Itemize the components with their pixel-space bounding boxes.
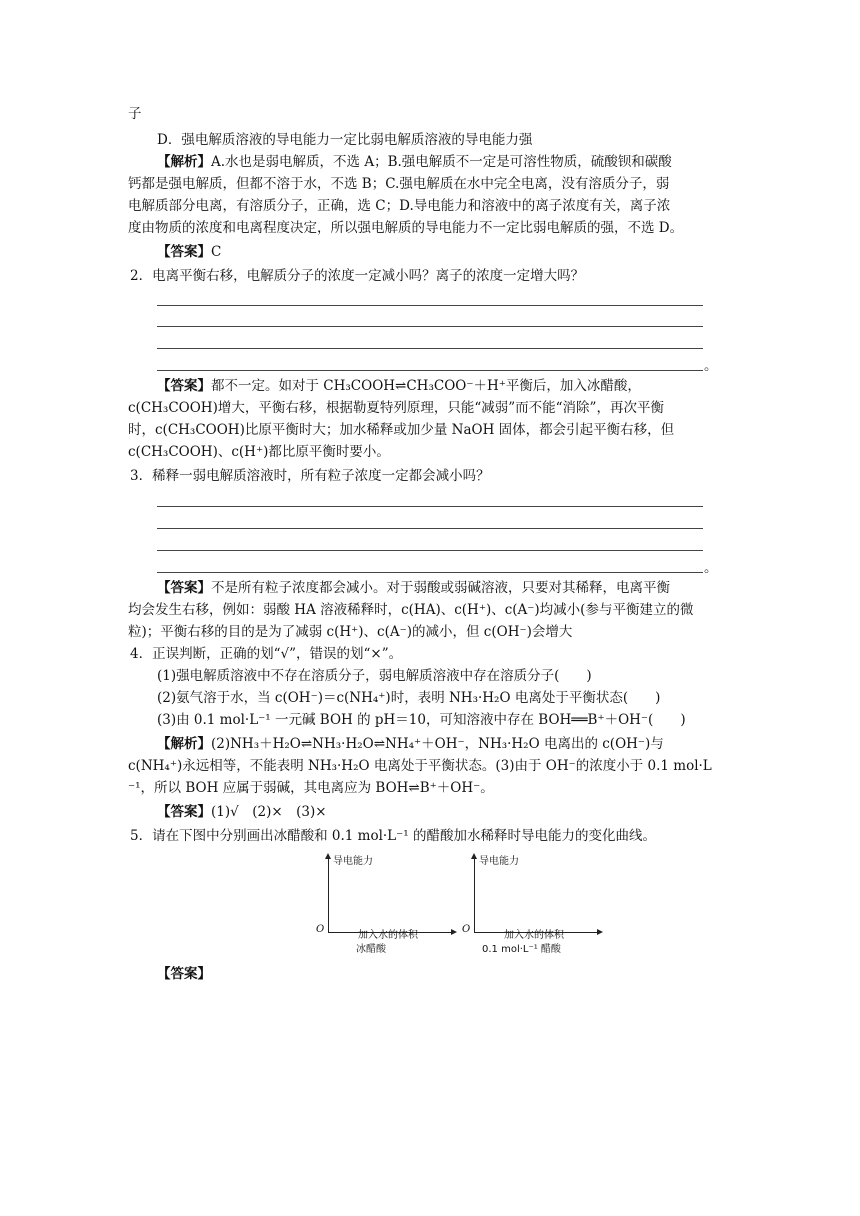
text-line: 子 — [128, 106, 142, 122]
arrow-up-icon — [325, 853, 331, 859]
answer-text: 都不一定。如对于 CH₃COOH⇌CH₃COO⁻＋H⁺平衡后，加入冰醋酸， — [211, 378, 641, 394]
answer-label: 【答案】 — [157, 804, 211, 820]
x-axis-label: 加入水的体积 — [504, 930, 564, 941]
figure-caption: 冰醋酸 — [356, 944, 386, 955]
question-2: 2．电离平衡右移，电解质分子的浓度一定减小吗？离子的浓度一定增大吗？ — [130, 268, 585, 284]
analysis-label: 【解析】 — [157, 154, 211, 170]
answer-text: 不是所有粒子浓度都会减小。对于弱酸或弱碱溶液，只要对其稀释，电离平衡 — [211, 580, 670, 596]
analysis-line: c(NH₄⁺)永远相等，不能表明 NH₃·H₂O 电离处于平衡状态。(3)由于 OH⁻的浓度小于 0.1 mol·L — [128, 758, 712, 774]
analysis-line: 钙都是强电解质，但都不溶于水，不选 B；C.强电解质在水中完全电离，没有溶质分子，弱 — [128, 176, 670, 192]
x-axis-label: 加入水的体积 — [358, 930, 418, 941]
answer-line: 粒)；平衡右移的目的是为了减弱 c(H⁺)、c(A⁻)的减小，但 c(OH⁻)会增大 — [128, 624, 573, 640]
judgement-item-1: (1)强电解质溶液中不存在溶质分子，弱电解质溶液中存在溶质分子( ) — [157, 668, 592, 684]
question-3: 3．稀释一弱电解质溶液时，所有粒子浓度一定都会减小吗？ — [130, 468, 490, 484]
analysis-label: 【解析】 — [157, 736, 211, 752]
answer-line: c(CH₃COOH)增大，平衡右移，根据勒夏特列原理，只能“减弱”而不能“消除”，再次平衡 — [128, 400, 664, 416]
figure-caption: 0.1 mol·L⁻¹ 醋酸 — [482, 944, 561, 955]
answer-blank-line[interactable] — [157, 528, 703, 529]
answer-line — [157, 802, 327, 822]
figure-dilute-acetic-acid — [446, 850, 616, 960]
answer-line — [157, 578, 670, 598]
question-4: 4．正误判断，正确的划“√”，错误的划“×”。 — [130, 646, 403, 662]
answer-label: 【答案】 — [157, 244, 211, 260]
judgement-item-2: (2)氨气溶于水，当 c(OH⁻)＝c(NH₄⁺)时，表明 NH₃·H₂O 电离处于平衡状态( ) — [157, 690, 661, 706]
option-d: D．强电解质溶液的导电能力一定比弱电解质溶液的导电能力强 — [157, 132, 533, 148]
analysis-text: A.水也是弱电解质，不选 A；B.强电解质不一定是可溶性物质，硫酸钡和碳酸 — [211, 154, 672, 170]
answer-blank-line[interactable] — [157, 550, 703, 551]
answer-line — [157, 242, 221, 262]
answer-label: 【答案】 — [157, 580, 211, 596]
answer-line: 时，c(CH₃COOH)比原平衡时大；加水稀释或加少量 NaOH 固体，都会引起平衡右移，但 — [128, 422, 675, 438]
answer-text: (1)√ (2)× (3)× — [211, 804, 327, 820]
analysis-line — [157, 152, 672, 172]
answer-text: C — [211, 244, 222, 260]
analysis-text: (2)NH₃＋H₂O⇌NH₃·H₂O⇌NH₄⁺＋OH⁻，NH₃·H₂O 电离出的 c(OH⁻)与 — [211, 736, 664, 752]
answer-blank-line[interactable] — [157, 348, 703, 349]
answer-label: 【答案】 — [157, 378, 211, 394]
answer-line — [157, 376, 641, 396]
figure-glacial-acetic-acid — [300, 850, 470, 960]
question-5: 5．请在下图中分别画出冰醋酸和 0.1 mol·L⁻¹ 的醋酸加水稀释时导电能力的变化曲线。 — [130, 828, 656, 844]
answer-blank-line[interactable] — [157, 572, 703, 573]
arrow-right-icon — [597, 929, 603, 935]
period-mark: 。 — [704, 560, 718, 576]
answer-blank-line[interactable] — [157, 326, 703, 327]
origin-label: O — [462, 924, 471, 935]
y-axis-label: 导电能力 — [333, 856, 373, 867]
answer-blank-line[interactable] — [157, 370, 703, 371]
origin-label: O — [316, 924, 325, 935]
analysis-line — [157, 734, 664, 754]
analysis-line: ⁻¹，所以 BOH 应属于弱碱，其电离应为 BOH⇌B⁺＋OH⁻。 — [128, 780, 494, 796]
y-axis — [328, 858, 329, 932]
answer-blank-line[interactable] — [157, 506, 703, 507]
judgement-item-3: (3)由 0.1 mol·L⁻¹ 一元碱 BOH 的 pH＝10，可知溶液中存在 BOH══B⁺＋OH⁻( ) — [157, 712, 686, 728]
analysis-line: 度由物质的浓度和电离程度决定，所以强电解质的导电能力不一定比弱电解质的强，不选 D。 — [128, 220, 684, 236]
answer-line: 均会发生右移，例如：弱酸 HA 溶液稀释时，c(HA)、c(H⁺)、c(A⁻)均减小(参与平衡建立的微 — [128, 602, 694, 618]
answer-line — [157, 964, 211, 984]
answer-blank-line[interactable] — [157, 305, 703, 306]
y-axis — [474, 858, 475, 932]
answer-line: c(CH₃COOH)、c(H⁺)都比原平衡时要小。 — [128, 444, 390, 460]
answer-label: 【答案】 — [157, 966, 211, 982]
period-mark: 。 — [704, 358, 718, 374]
y-axis-label: 导电能力 — [479, 856, 519, 867]
arrow-up-icon — [471, 853, 477, 859]
analysis-line: 电解质部分电离，有溶质分子，正确，选 C；D.导电能力和溶液中的离子浓度有关，离子浓 — [128, 198, 671, 214]
